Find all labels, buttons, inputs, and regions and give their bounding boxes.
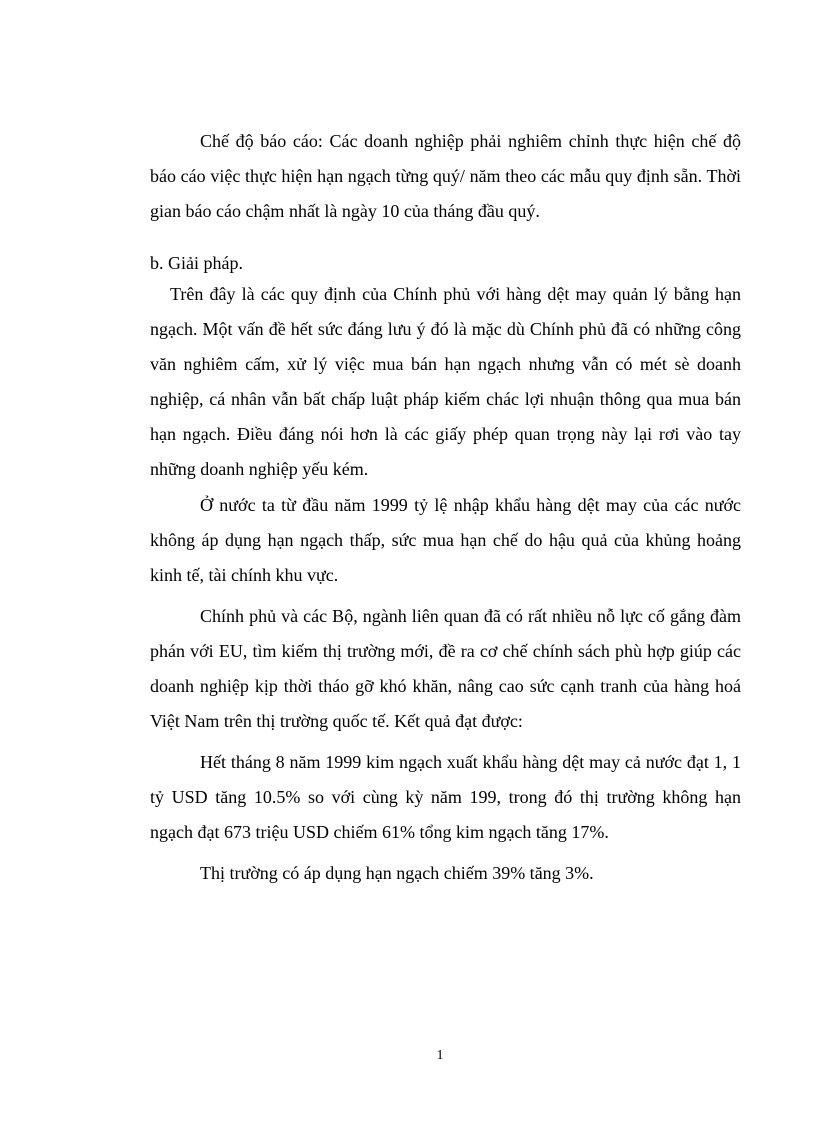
- paragraph-export-results: Hết tháng 8 năm 1999 kim ngạch xuất khẩu hàng dệt may cả nước đạt 1, 1 tỷ USD tăng 10.5% so với cùng kỳ năm 199, trong đó thị trường không hạn ngạch đạt 673 triệu USD chiếm 61% tổng kim ngạch tăng 17%.: [150, 752, 741, 842]
- paragraph-quota-regulations: Trên đây là các quy định của Chính phủ với hàng dệt may quản lý bằng hạn ngạch. Một vấn đề hết sức đáng lưu ý đó là mặc dù Chính phủ đã có những công văn nghiêm cấm, xử lý việc mua bán hạn ngạch nhưng vẫn có mét sè doanh nghiệp, cá nhân vẫn bất chấp luật pháp kiếm chác lợi nhuận thông qua mua bán hạn ngạch. Điều đáng nói hơn là các giấy phép quan trọng này lại rơi vào tay những doanh nghiệp yếu kém.: [150, 284, 741, 479]
- paragraph-import-rate: Ở nước ta từ đầu năm 1999 tỷ lệ nhập khẩu hàng dệt may của các nước không áp dụng hạn ngạch thấp, sức mua hạn chế do hậu quả của khủng hoảng kinh tế, tài chính khu vực.: [150, 495, 741, 585]
- paragraph-government-efforts: Chính phủ và các Bộ, ngành liên quan đã có rất nhiều nỗ lực cố gắng đàm phán với EU, tìm kiếm thị trường mới, đề ra cơ chế chính sách phù hợp giúp các doanh nghiệp kịp thời tháo gỡ khó khăn, nâng cao sức cạnh tranh của hàng hoá Việt Nam trên thị trường quốc tế. Kết quả đạt được:: [150, 606, 741, 731]
- section-heading: b. Giải pháp.: [150, 253, 243, 273]
- page-number: 1: [436, 1048, 444, 1063]
- paragraph-quota-market: Thị trường có áp dụng hạn ngạch chiếm 39% tăng 3%.: [200, 863, 594, 883]
- paragraph-reporting-regime: Chế độ báo cáo: Các doanh nghiệp phải nghiêm chỉnh thực hiện chế độ báo cáo việc thực hiện hạn ngạch từng quý/ năm theo các mẫu quy định sẵn. Thời gian báo cáo chậm nhất là ngày 10 của tháng đầu quý.: [150, 131, 741, 221]
